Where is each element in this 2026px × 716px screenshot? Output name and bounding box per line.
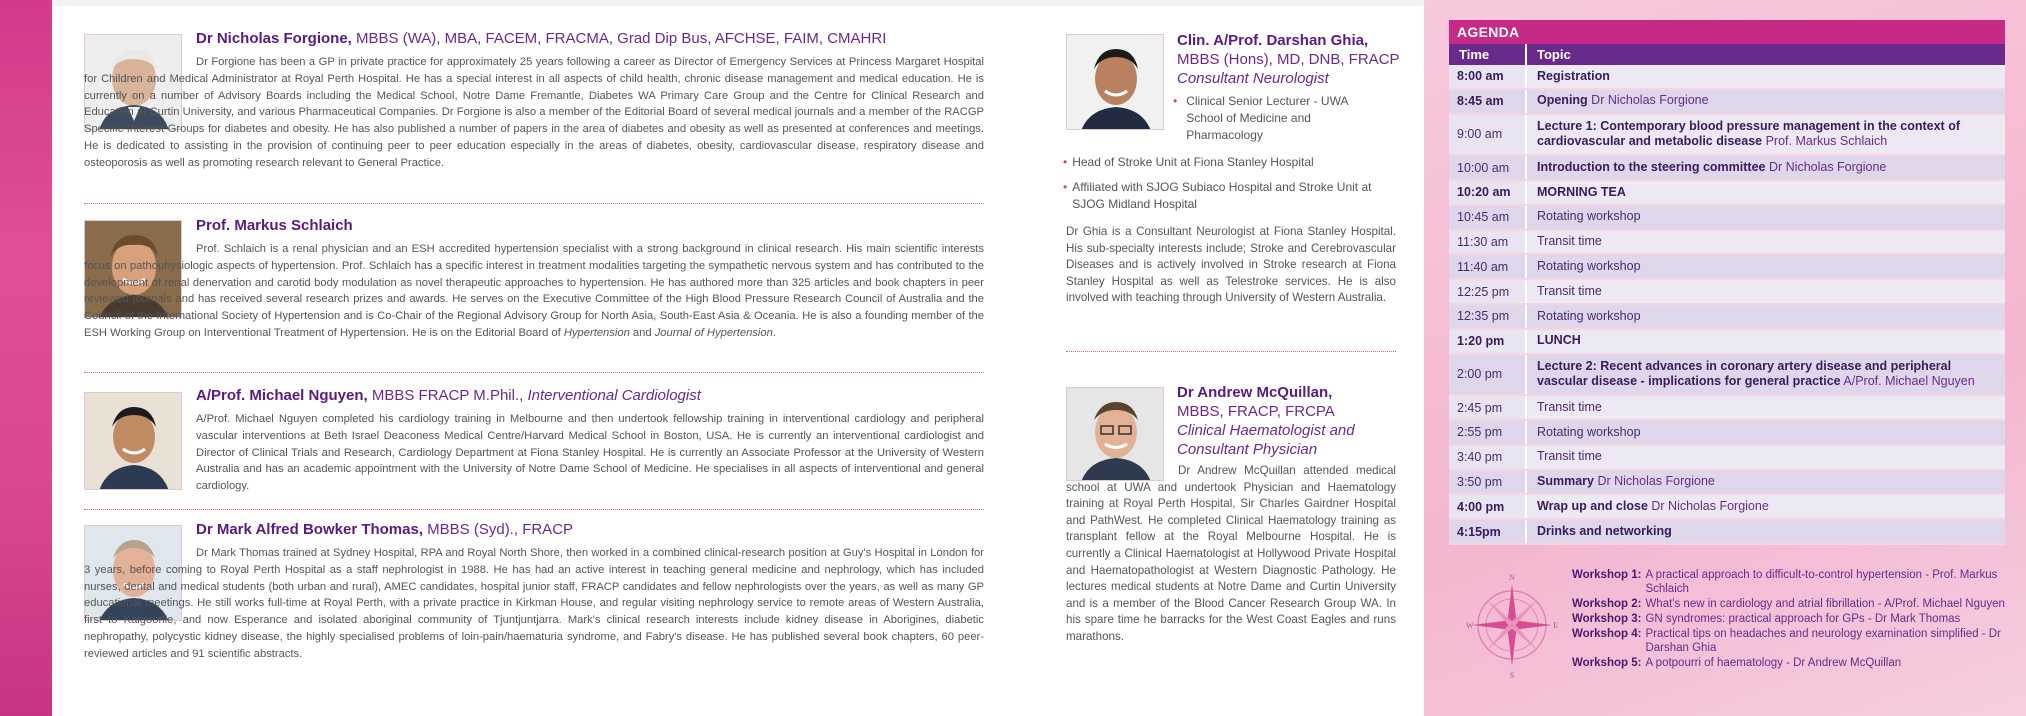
workshop-list bbox=[1572, 568, 2012, 671]
agenda-row bbox=[1449, 181, 2005, 206]
col-topic: Topic bbox=[1537, 47, 1571, 62]
agenda-rows bbox=[1449, 65, 2005, 545]
agenda-row bbox=[1449, 231, 2005, 256]
agenda-topic bbox=[1527, 471, 2005, 494]
agenda-topic bbox=[1527, 181, 2005, 204]
speaker-photo-nguyen bbox=[84, 392, 182, 490]
speaker-title-ghia: Clin. A/Prof. Darshan Ghia, MBBS (Hons), MD, DNB, FRACP Consultant Neurologist bbox=[1177, 32, 1400, 87]
agenda-row bbox=[1449, 495, 2005, 520]
agenda-time: 8:00 am bbox=[1449, 65, 1527, 88]
agenda-topic bbox=[1527, 255, 2005, 278]
svg-text:E: E bbox=[1553, 621, 1558, 630]
agenda-topic-text: Lecture 2: Recent advances in coronary artery disease and peripheral vascular disease - implications for general practice bbox=[1537, 358, 1952, 389]
agenda-row bbox=[1449, 520, 2005, 545]
workshop-item-3: Workshop 3: GN syndromes: practical approach for GPs - Dr Mark Thomas bbox=[1572, 613, 1961, 625]
agenda-row bbox=[1449, 396, 2005, 421]
speaker-bio-mcquillan: Dr Andrew McQuillan attended medical school at UWA and undertook Physician and Haematology training at Royal Perth Hospital, Sir Charles Gairdner Hospital and PathWest. He completed Clinical Haematology training as transplant fellow at the Royal Melbourne Hospital. He is currently a Clinical Haematologist at Hollywood Private Hospital and Haematopathologist at Western Diagnostic Pathology. He lectures medical students at Notre Dame and Curtin University and is a member of the Blood Cancer Research Group WA. In his spare time he barracks for the West Coast Eagles and runs marathons. bbox=[1066, 464, 1396, 643]
speaker-bio-ghia: Dr Ghia is a Consultant Neurologist at Fiona Stanley Hospital. His sub-specialty interests include; Stroke and Cerebrovascular Diseases and is actively involved in Stroke research at Fiona Stanley Hospital as well as Telestroke services. He is also involved with teaching through University of Western Australia. bbox=[1066, 225, 1396, 305]
agenda-presenter: Dr Nicholas Forgione bbox=[1587, 93, 1709, 108]
agenda-presenter: Dr Nicholas Forgione bbox=[1765, 159, 1887, 174]
agenda-time: 10:20 am bbox=[1449, 181, 1527, 204]
section-divider bbox=[84, 372, 984, 373]
agenda-topic-text: Rotating workshop bbox=[1537, 258, 1641, 273]
agenda-time: 12:35 pm bbox=[1449, 305, 1527, 328]
svg-text:N: N bbox=[1509, 573, 1515, 582]
agenda-topic bbox=[1527, 446, 2005, 469]
agenda-column-headers bbox=[1449, 44, 2005, 65]
agenda-topic bbox=[1527, 520, 2005, 543]
agenda-time: 8:45 am bbox=[1449, 90, 1527, 113]
agenda-row bbox=[1449, 330, 2005, 355]
agenda-time: 2:00 pm bbox=[1449, 355, 1527, 395]
agenda-topic bbox=[1527, 305, 2005, 328]
section-divider bbox=[84, 509, 984, 510]
agenda-presenter: Dr Nicholas Forgione bbox=[1647, 498, 1769, 513]
agenda-time: 3:40 pm bbox=[1449, 446, 1527, 469]
workshop-item-5: Workshop 5: A potpourri of haematology - Dr Andrew McQuillan bbox=[1572, 657, 1902, 669]
agenda-topic bbox=[1527, 330, 2005, 353]
bullet-ghia-lecturer: • Clinical Senior Lecturer - UWA School of Medicine and Pharmacology bbox=[1173, 94, 1348, 142]
agenda-topic-text: Lecture 1: Contemporary blood pressure management in the context of cardiovascular and metabolic disease bbox=[1537, 118, 1960, 149]
speaker-name-thomas: Dr Mark Alfred Bowker Thomas, MBBS (Syd)., FRACP bbox=[196, 521, 574, 538]
agenda-presenter: A/Prof. Michael Nguyen bbox=[1840, 374, 1975, 389]
agenda-time: 11:40 am bbox=[1449, 255, 1527, 278]
speaker-title-mcquillan: Dr Andrew McQuillan, MBBS, FRACP, FRCPA Clinical Haematologist and Consultant Physician bbox=[1177, 384, 1355, 458]
agenda-row bbox=[1449, 305, 2005, 330]
agenda-presenter: Dr Nicholas Forgione bbox=[1593, 474, 1715, 489]
agenda-topic-text: Wrap up and close bbox=[1537, 498, 1648, 513]
agenda-topic-text: Introduction to the steering committee bbox=[1537, 159, 1766, 174]
top-edge bbox=[52, 0, 1424, 6]
agenda-time: 2:55 pm bbox=[1449, 421, 1527, 444]
speaker-name-schlaich: Prof. Markus Schlaich bbox=[196, 217, 353, 234]
speaker-name-nguyen: A/Prof. Michael Nguyen, MBBS FRACP M.Phil., Interventional Cardiologist bbox=[196, 387, 701, 404]
workshop-item-1: Workshop 1: A practical approach to difficult-to-control hypertension - Prof. Markus Schlaich bbox=[1572, 569, 1998, 595]
section-divider bbox=[1066, 351, 1396, 352]
agenda-time: 10:00 am bbox=[1449, 156, 1527, 179]
agenda-row bbox=[1449, 65, 2005, 90]
speaker-bio-thomas: Dr Mark Thomas trained at Sydney Hospital, RPA and Royal North Shore, then worked in a combined clinical-research position at Guy's Hospital in London for 3 years, before coming to Royal Perth Hospital as a staff nephrologist in 1988. He has had an active interest in teaching general medicine and nephrology, which has included nurses, dental and medical students (both urban and rural), AMEC candidates, hospital junior staff, FRACP candidates and fellow nephrologists over the years, as well as many GP educational meetings. He still works full-time at Royal Perth, with a private practice in Kirkman House, and regular visiting nephrology service to remote areas of Western Australia, first to Kalgoorlie, and now Esperance and isolated aboriginal community of Tjuntjuntjarra. Mark's clinical research interests include kidney disease in Aborigines, diabetic nephropathy, polycystic kidney disease, the highly specialised problems of loin-pain/haematuria syndrome, and Fabry's disease. He has published several book chapters, 60 peer-reviewed articles and 91 scientific abstracts. bbox=[84, 547, 984, 660]
agenda-topic bbox=[1527, 280, 2005, 303]
svg-text:S: S bbox=[1509, 671, 1515, 680]
agenda-topic bbox=[1527, 495, 2005, 518]
speaker-bio-forgione: Dr Forgione has been a GP in private practice for approximately 25 years following a career as Director of Emergency Services at Princess Margaret Hospital for Children and Medical Administrator at Royal Perth Hospital. He has a special interest in all aspects of child health, chronic disease management and medical education. He is currently on a number of Advisory Boards including the Medical School, Notre Dame Fremantle, Diabetes WA Primary Care Group and the Centre for Clinical Research and Education at Curtin University, and various Pharmaceutical Companies. Dr Forgione is also a member of the Editorial Board of several medical journals and a member of the RACGP Specific Interest Groups for diabetes and obesity. He has also published a number of papers in the area of diabetes and obesity as well as presented at conferences and meetings. He is dedicated to assisting in the provision of continuing peer to peer education especially in the areas of diabetes, obesity, cardiovascular disease, respiratory disease and osteoporosis as well as promoting research relevant to General Practice. bbox=[84, 56, 984, 169]
speaker-photo-ghia bbox=[1066, 34, 1164, 130]
agenda-time: 4:15pm bbox=[1449, 520, 1527, 543]
agenda-time: 10:45 am bbox=[1449, 206, 1527, 229]
agenda-topic-text: Transit time bbox=[1537, 399, 1602, 414]
agenda-time: 1:20 pm bbox=[1449, 330, 1527, 353]
agenda-topic-text: Transit time bbox=[1537, 449, 1602, 464]
workshop-item-4: Workshop 4: Practical tips on headaches and neurology examination simplified - Dr Darshan Ghia bbox=[1572, 628, 2001, 654]
agenda-row bbox=[1449, 115, 2005, 157]
agenda-time: 2:45 pm bbox=[1449, 396, 1527, 419]
agenda-row bbox=[1449, 446, 2005, 471]
bullet-ghia-affiliated: • Affiliated with SJOG Subiaco Hospital and Stroke Unit at SJOG Midland Hospital bbox=[1063, 180, 1372, 211]
agenda-topic bbox=[1527, 396, 2005, 419]
agenda-time: 4:00 pm bbox=[1449, 495, 1527, 518]
agenda-topic-text: LUNCH bbox=[1537, 333, 1581, 348]
agenda-topic bbox=[1527, 421, 2005, 444]
agenda-topic-text: MORNING TEA bbox=[1537, 184, 1626, 199]
agenda-time: 11:30 am bbox=[1449, 231, 1527, 254]
agenda-panel bbox=[1424, 0, 2026, 716]
agenda-table bbox=[1449, 20, 2005, 545]
agenda-topic bbox=[1527, 355, 2005, 395]
agenda-topic-text: Drinks and networking bbox=[1537, 523, 1672, 538]
agenda-topic bbox=[1527, 231, 2005, 254]
agenda-time: 3:50 pm bbox=[1449, 471, 1527, 494]
agenda-row bbox=[1449, 90, 2005, 115]
speaker-bio-nguyen: A/Prof. Michael Nguyen completed his cardiology training in Melbourne and then undertook fellowship training in interventional cardiology and peripheral vascular interventions at Beth Israel Deaconess Medical Centre/Harvard Medical School in Boston, USA. He is currently an interventional cardiologist and Director of Clinical Trials and Research, Cardiology Department at Fiona Stanley Hospital. He is currently an Associate Professor at the University of Western Australia and has an academic appointment with the University of Notre Dame School of Medicine. He specialises in all aspects of interventional and general cardiology. bbox=[196, 413, 984, 493]
agenda-row bbox=[1449, 255, 2005, 280]
svg-text:W: W bbox=[1466, 621, 1474, 630]
agenda-title: AGENDA bbox=[1449, 20, 2005, 44]
agenda-topic-text: Transit time bbox=[1537, 234, 1602, 249]
col-time: Time bbox=[1449, 44, 1527, 65]
agenda-row bbox=[1449, 206, 2005, 231]
agenda-topic-text: Rotating workshop bbox=[1537, 424, 1641, 439]
agenda-topic bbox=[1527, 156, 2005, 179]
agenda-topic-text: Summary bbox=[1537, 474, 1594, 489]
agenda-topic bbox=[1527, 65, 2005, 88]
agenda-topic-text: Registration bbox=[1537, 68, 1610, 83]
agenda-topic bbox=[1527, 90, 2005, 113]
agenda-topic-text: Transit time bbox=[1537, 283, 1602, 298]
section-divider bbox=[84, 203, 984, 204]
agenda-topic-text: Opening bbox=[1537, 93, 1588, 108]
speaker-bio-schlaich: Prof. Schlaich is a renal physician and an ESH accredited hypertension specialist with a strong background in clinical research. His main scientific interests focus on pathophysiologic aspects of hypertension. Prof. Schlaich has a specific interest in treatment modalities targeting the sympathetic nervous system and has contributed to the development of renal denervation and carotid body modulation as novel therapeutic approaches to hypertension. He has authored more than 325 articles and book chapters in peer reviewed journals and has received several research prizes and awards. He serves on the Executive Committee of the High Blood Pressure Research Council of Australia and the Council of the International Society of Hypertension and is Co-Chair of the Regional Advisory Group for North Asia, South-East Asia & Oceania. He is also a founding member of the ESH Working Group on Interventional Treatment of Hypertension. He is on the Editorial Board of Hypertension and Journal of Hypertension. bbox=[84, 243, 984, 339]
workshop-item-2: Workshop 2: What's new in cardiology and atrial fibrillation - A/Prof. Michael Nguyen bbox=[1572, 598, 2005, 610]
agenda-row bbox=[1449, 355, 2005, 397]
agenda-time: 12:25 pm bbox=[1449, 280, 1527, 303]
left-decorative-edge bbox=[0, 0, 52, 716]
agenda-topic bbox=[1527, 115, 2005, 155]
agenda-row bbox=[1449, 421, 2005, 446]
agenda-topic-text: Rotating workshop bbox=[1537, 209, 1641, 224]
speaker-name-forgione: Dr Nicholas Forgione, MBBS (WA), MBA, FACEM, FRACMA, Grad Dip Bus, AFCHSE, FAIM, CMAHRI bbox=[196, 30, 887, 47]
agenda-topic bbox=[1527, 206, 2005, 229]
agenda-topic-text: Rotating workshop bbox=[1537, 308, 1641, 323]
bullet-ghia-stroke-unit: • Head of Stroke Unit at Fiona Stanley Hospital bbox=[1063, 155, 1314, 169]
agenda-time: 9:00 am bbox=[1449, 115, 1527, 155]
agenda-row bbox=[1449, 280, 2005, 305]
agenda-row bbox=[1449, 471, 2005, 496]
agenda-row bbox=[1449, 156, 2005, 181]
compass-rose-icon bbox=[1464, 570, 1560, 680]
agenda-presenter: Prof. Markus Schlaich bbox=[1762, 134, 1888, 149]
